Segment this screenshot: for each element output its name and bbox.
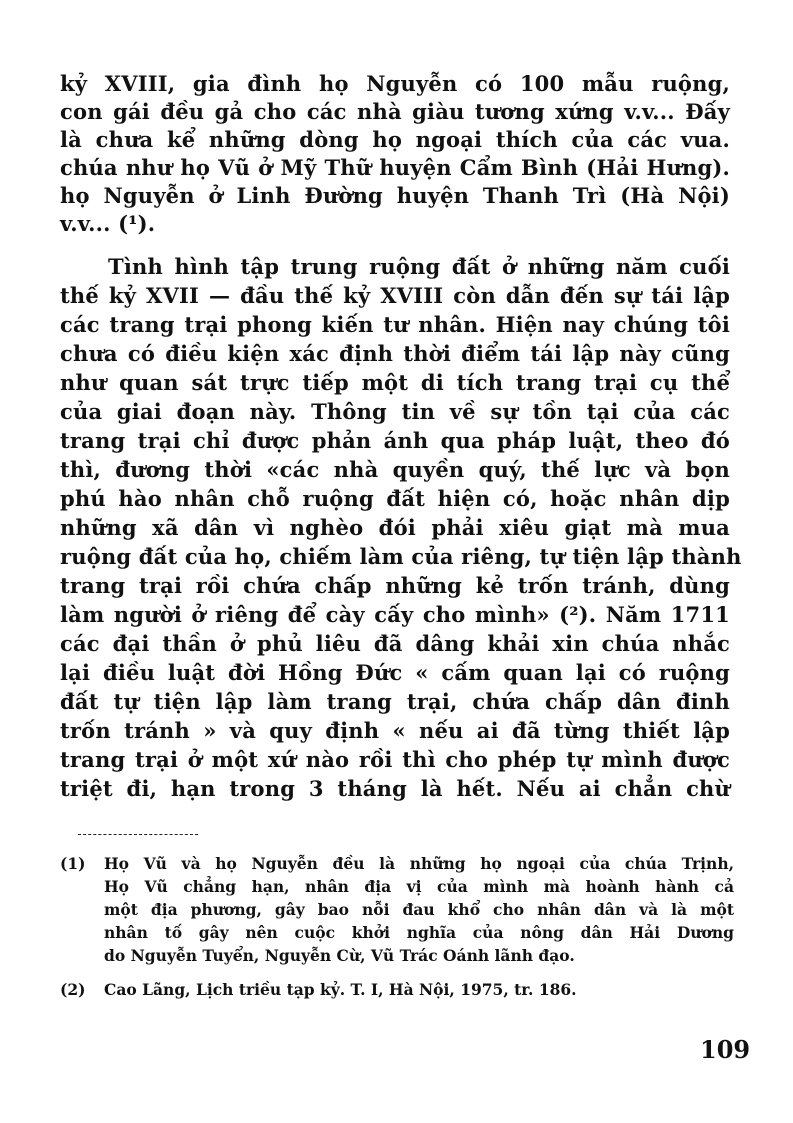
body-line: trốn tránh » và quy định « nếu ai đã từng thiết lập (60, 718, 730, 743)
footnote-divider (78, 834, 198, 835)
footnote-1-marker: (1) (60, 854, 86, 873)
body-line: làm người ở riêng để cày cấy cho mình» (²). Năm 1711 (60, 602, 730, 627)
body-line: trang trại ở một xứ nào rồi thì cho phép tự mình được (60, 747, 730, 772)
footnote-1-line: một địa phương, gây bao nỗi đau khổ cho nhân dân và là một (104, 900, 734, 919)
body-line: những xã dân vì nghèo đói phải xiêu giạt mà mua (60, 515, 730, 540)
body-line: con gái đều gả cho các nhà giàu tương xứng v.v... Đấy (60, 99, 730, 124)
body-line: kỷ XVIII, gia đình họ Nguyễn có 100 mẫu ruộng, (60, 71, 730, 96)
body-line: thì, đương thời «các nhà quyền quý, thế lực và bọn (60, 457, 730, 482)
footnote-1-line: nhân tố gây nên cuộc khởi nghĩa của nông dân Hải Dương (104, 923, 734, 942)
body-line: phú hào nhân chỗ ruộng đất hiện có, hoặc nhân dịp (60, 486, 730, 511)
footnote-1-line: Họ Vũ chẳng hạn, nhân địa vị của mình mà hoành hành cả (104, 877, 734, 896)
footnote-2-text: Cao Lãng, Lịch triều tạp kỷ. T. I, Hà Nội, 1975, tr. 186. (104, 980, 577, 999)
body-line: chưa có điều kiện xác định thời điểm tái lập này cũng (60, 341, 730, 366)
body-line: đất tự tiện lập làm trang trại, chứa chấp dân đinh (60, 689, 730, 714)
body-line: các đại thần ở phủ liêu đã dâng khải xin chúa nhắc (60, 631, 730, 656)
body-line: của giai đoạn này. Thông tin về sự tồn tại của các (60, 399, 730, 424)
body-line: v.v... (¹). (60, 211, 156, 236)
body-line: lại điều luật đời Hồng Đức « cấm quan lại có ruộng (60, 660, 730, 685)
body-line: trang trại rồi chứa chấp những kẻ trốn tránh, dùng (60, 573, 730, 598)
page-number: 109 (700, 1035, 751, 1064)
body-line: chúa như họ Vũ ở Mỹ Thữ huyện Cẩm Bình (Hải Hưng). (60, 155, 730, 180)
footnote-2-marker: (2) (60, 980, 86, 999)
body-line: thế kỷ XVII — đầu thế kỷ XVIII còn dẫn đến sự tái lập (60, 283, 730, 308)
body-line: là chưa kể những dòng họ ngoại thích của các vua. (60, 127, 730, 152)
body-line: ruộng đất của họ, chiếm làm của riêng, tự tiện lập thành (60, 544, 742, 569)
footnote-1-line: Họ Vũ và họ Nguyễn đều là những họ ngoại của chúa Trịnh, (104, 854, 734, 873)
footnote-1-line: do Nguyễn Tuyển, Nguyễn Cừ, Vũ Trác Oánh lãnh đạo. (104, 946, 575, 965)
paragraph-first-line: Tình hình tập trung ruộng đất ở những năm cuối (108, 254, 730, 279)
body-line: họ Nguyễn ở Linh Đường huyện Thanh Trì (Hà Nội) (60, 183, 730, 208)
body-line: như quan sát trực tiếp một di tích trang trại cụ thể (60, 370, 730, 395)
body-line: triệt đi, hạn trong 3 tháng là hết. Nếu ai chẳn chừ (60, 776, 730, 801)
body-line: trang trại chỉ được phản ánh qua pháp luật, theo đó (60, 428, 730, 453)
body-line: các trang trại phong kiến tư nhân. Hiện nay chúng tôi (60, 312, 730, 337)
